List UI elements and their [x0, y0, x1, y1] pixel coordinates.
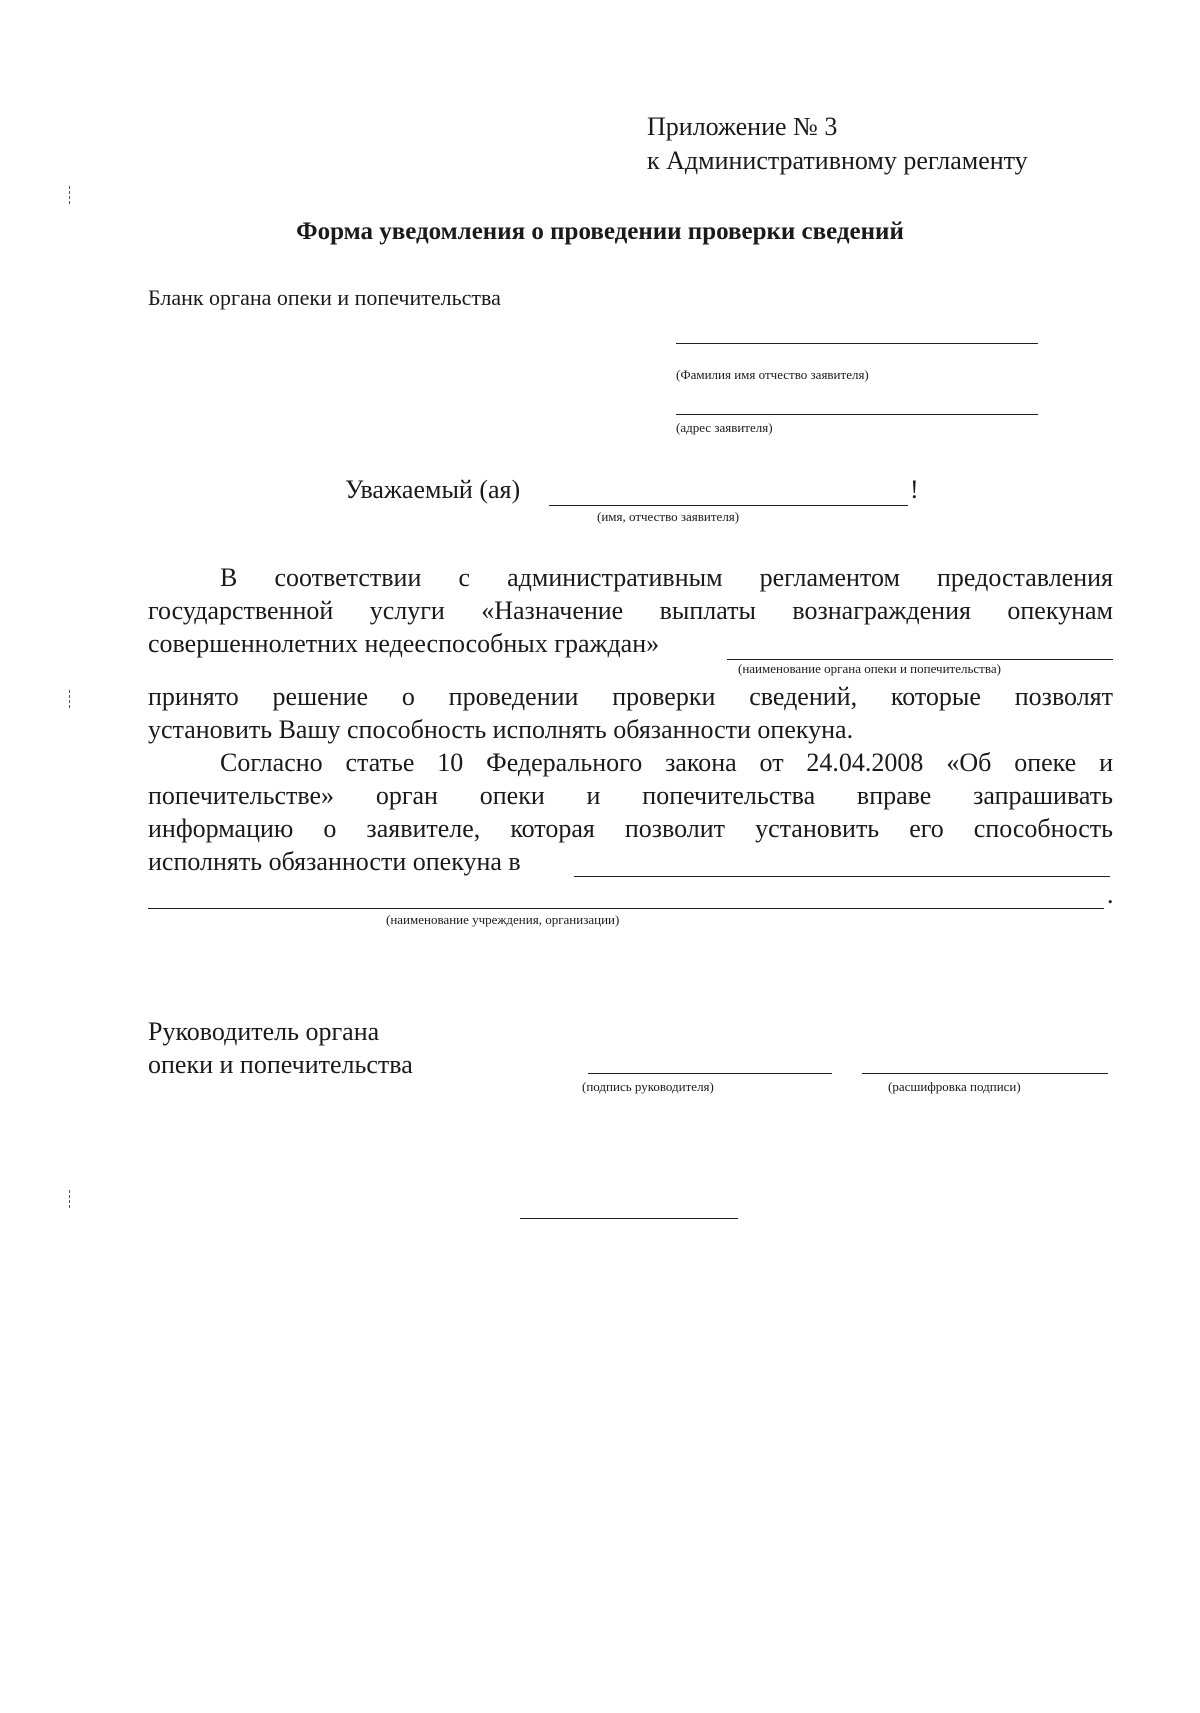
signature-caption: (подпись руководителя) [582, 1079, 714, 1094]
margin-mark [69, 1190, 70, 1208]
signature-line [588, 1073, 832, 1074]
body-line: Согласно статье 10 Федерального закона от 24.04.2008 «Об опеке и [220, 748, 1113, 777]
institution-line-1 [574, 876, 1110, 877]
letterhead-label: Бланк органа опеки и попечительства [148, 285, 501, 310]
margin-mark [69, 690, 70, 708]
applicant-address-caption: (адрес заявителя) [676, 420, 773, 435]
body-line: установить Вашу способность исполнять обязанности опекуна. [148, 715, 854, 744]
appendix-header [647, 110, 1028, 178]
greeting-caption: (имя, отчество заявителя) [597, 509, 740, 524]
signatory-role-line: опеки и попечительства [148, 1050, 413, 1079]
greeting-name-line [549, 505, 908, 506]
institution-line-2 [148, 908, 1104, 909]
body-line: принято решение о проведении проверки сведений, которые позволят [148, 682, 1113, 711]
institution-caption: (наименование учреждения, организации) [386, 912, 620, 927]
margin-mark [69, 186, 70, 204]
appendix-number: Приложение № 3 [647, 112, 838, 141]
body-line: информацию о заявителе, которая позволит установить его способность [148, 814, 1113, 843]
sentence-end-period: . [1107, 880, 1114, 909]
signatory-role [148, 1015, 413, 1081]
appendix-reference: к Административному регламенту [647, 146, 1028, 175]
body-line: В соответствии с административным регламентом предоставления [220, 563, 1113, 592]
signature-decode-caption: (расшифровка подписи) [888, 1079, 1021, 1094]
guardianship-organ-line [727, 659, 1113, 660]
form-title: Форма уведомления о проведении проверки сведений [296, 218, 904, 245]
guardianship-organ-caption: (наименование органа опеки и попечительства) [738, 661, 1001, 676]
body-line: совершеннолетних недееспособных граждан» [148, 629, 660, 658]
applicant-name-line [676, 343, 1038, 344]
greeting-exclamation: ! [910, 475, 919, 504]
body-line: исполнять обязанности опекуна в [148, 847, 521, 876]
closing-separator [520, 1218, 738, 1219]
applicant-address-line [676, 414, 1038, 415]
body-line: государственной услуги «Назначение выплаты вознаграждения опекунам [148, 596, 1113, 625]
signatory-role-line: Руководитель органа [148, 1017, 380, 1046]
applicant-name-caption: (Фамилия имя отчество заявителя) [676, 367, 869, 382]
body-line: попечительстве» орган опеки и попечительства вправе запрашивать [148, 781, 1113, 810]
signature-decode-line [862, 1073, 1108, 1074]
greeting-text: Уважаемый (ая) [345, 475, 521, 504]
